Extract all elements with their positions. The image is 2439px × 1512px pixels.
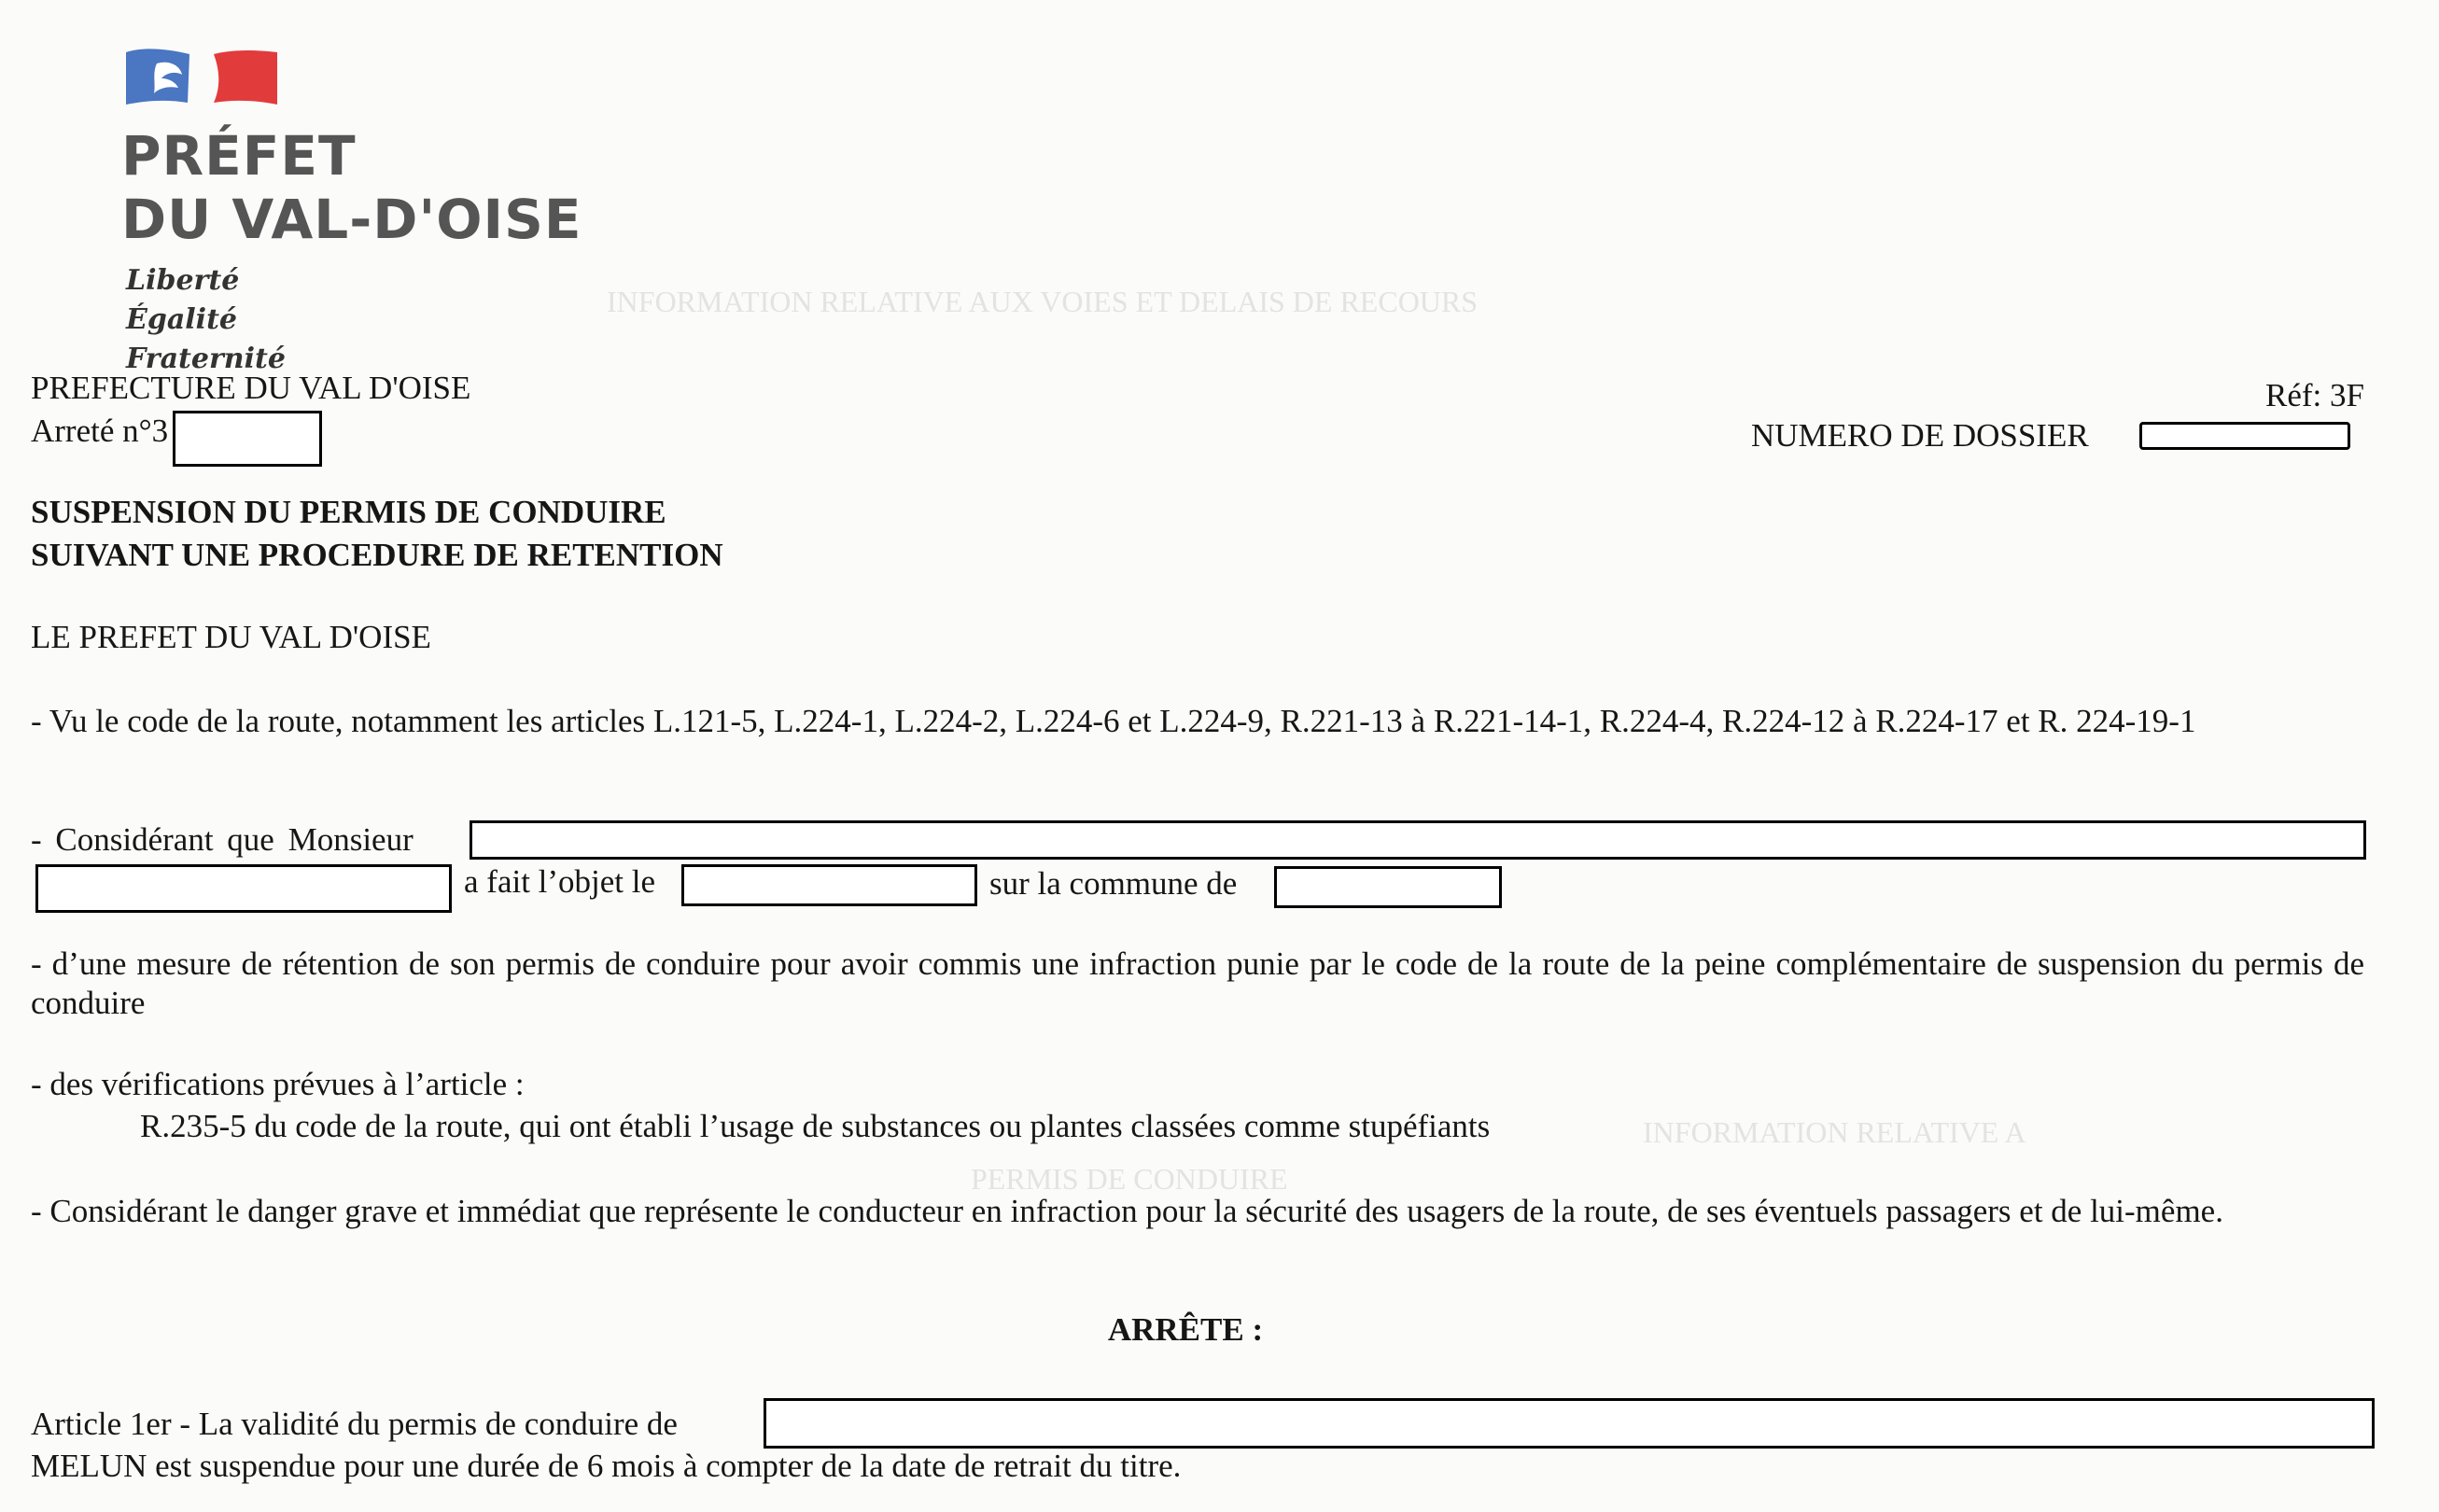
motto-egalite: Égalité [126,303,238,336]
arrete-number-label: Arreté n°3 [31,413,169,449]
commune-redaction [1274,866,1502,908]
marianne-flag-icon [124,47,279,105]
identity-redaction [35,864,452,913]
bleed-through-heading-2: INFORMATION RELATIVE A [1643,1115,2026,1149]
dossier-label: NUMERO DE DOSSIER [1751,417,2089,454]
article1-text-part2: MELUN est suspendue pour une durée de 6 mois à compter de la date de retrait du titre. [31,1448,1182,1484]
title-line-1: SUSPENSION DU PERMIS DE CONDUIRE [31,494,666,530]
bleed-through-heading-3: PERMIS DE CONDUIRE [971,1162,1288,1196]
verifications-text: - des vérifications prévues à l’article : [31,1066,525,1102]
bleed-through-heading-1: INFORMATION RELATIVE AUX VOIES ET DELAIS DE RECOURS [607,285,1479,318]
motto-liberte: Liberté [126,264,240,297]
monsieur-name-redaction [470,820,2366,860]
reference: Réf: 3F [2265,377,2364,413]
vu-code-paragraph: - Vu le code de la route, notamment les articles L.121-5, L.224-1, L.224-2, L.224-6 et L.224-9, R.221-13 à R.221-14-1, R.224-4, R.224-12 à R.224-17 et R. 224-19-1 [31,703,2196,739]
logo-prefet-text [121,124,582,251]
prefet-heading: LE PREFET DU VAL D'OISE [31,619,431,655]
permit-holder-redaction [764,1398,2375,1449]
r235-text: R.235-5 du code de la route, qui ont établi l’usage de substances ou plantes classées comme stupéfiants [140,1108,1491,1144]
prefecture-name: PREFECTURE DU VAL D'OISE [31,370,471,406]
mesure-paragraph: - d’une mesure de rétention de son permis de conduire pour avoir commis une infraction punie par le code de la route de la peine complémentaire de suspension du permis de conduire [31,945,2364,1021]
logo-line-2: DU VAL-D'OISE [121,188,582,251]
dossier-number-redaction [2139,422,2350,450]
danger-paragraph: - Considérant le danger grave et immédiat que représente le conducteur en infraction pour la sécurité des usagers de la route, de ses éventuels passagers et de lui-même. [31,1193,2223,1229]
motto-fraternite: Fraternité [126,343,286,375]
sur-commune-text: sur la commune de [989,865,1238,902]
fait-objet-text: a fait l’objet le [464,863,656,900]
logo-line-1: PRÉFET [121,124,357,188]
logo-motto [126,261,286,379]
arrete-number-redaction [173,411,322,467]
considerant-monsieur: - Considérant que Monsieur [31,821,414,858]
arrete-heading: ARRÊTE : [1107,1311,1264,1348]
article1-text-part1: Article 1er - La validité du permis de conduire de [31,1406,678,1442]
title-line-2: SUIVANT UNE PROCEDURE DE RETENTION [31,537,723,573]
date-redaction [681,864,977,906]
